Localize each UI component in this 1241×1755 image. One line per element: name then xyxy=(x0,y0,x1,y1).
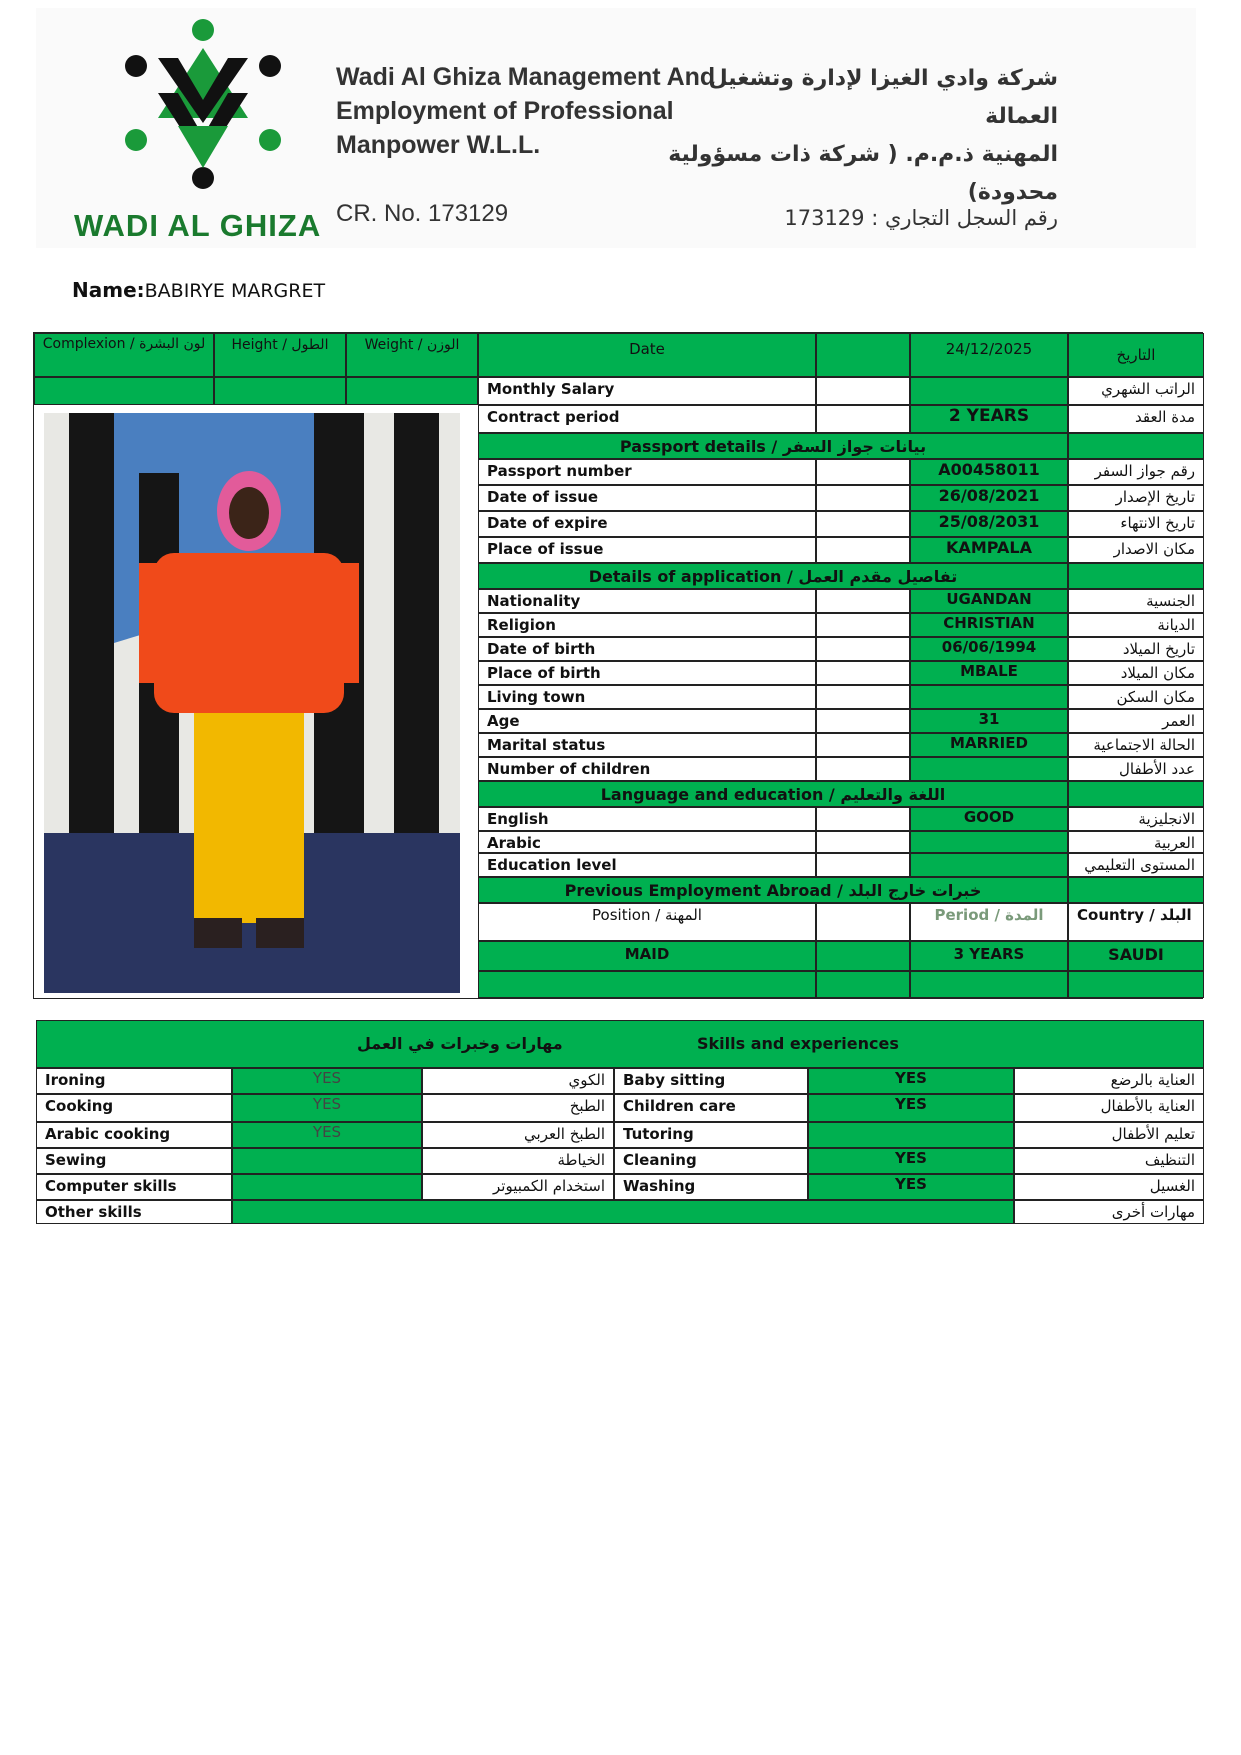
empty-cell xyxy=(910,971,1068,998)
empty-cell xyxy=(816,377,910,405)
empty-cell xyxy=(816,485,910,511)
skill-arabic-cooking-label: Arabic cooking xyxy=(36,1122,232,1148)
cv-table xyxy=(33,332,1203,999)
employment-position: MAID xyxy=(478,941,816,971)
children-ar: عدد الأطفال xyxy=(1068,757,1204,781)
nationality-ar: الجنسية xyxy=(1068,589,1204,613)
empty-cell xyxy=(816,685,910,709)
complexion-value xyxy=(34,377,214,405)
empty-cell xyxy=(816,589,910,613)
skills-title-en: Skills and experiences xyxy=(697,1034,899,1053)
complexion-header: Complexion / لون البشرة xyxy=(34,333,214,377)
skill-childcare-value: YES xyxy=(808,1094,1014,1122)
skill-babysitting-value: YES xyxy=(808,1068,1014,1094)
living-town-label: Living town xyxy=(478,685,816,709)
living-town-ar: مكان السكن xyxy=(1068,685,1204,709)
skill-sewing-ar: الخياطة xyxy=(422,1148,614,1174)
marital-status-ar: الحالة الاجتماعية xyxy=(1068,733,1204,757)
english-label: English xyxy=(478,807,816,831)
education-value xyxy=(910,853,1068,877)
marital-status-label: Marital status xyxy=(478,733,816,757)
height-value xyxy=(214,377,346,405)
skill-washing-value: YES xyxy=(808,1174,1014,1200)
living-town-value xyxy=(910,685,1068,709)
empty-cell xyxy=(816,903,910,941)
letterhead xyxy=(36,8,1196,248)
age-label: Age xyxy=(478,709,816,733)
skill-tutoring-ar: تعليم الأطفال xyxy=(1014,1122,1204,1148)
empty-cell xyxy=(816,459,910,485)
education-label: Education level xyxy=(478,853,816,877)
empty-cell xyxy=(1068,563,1204,589)
empty-cell xyxy=(1068,433,1204,459)
date-of-expire-label: Date of expire xyxy=(478,511,816,537)
other-skills-ar: مهارات أخرى xyxy=(1014,1200,1204,1224)
passport-number-value: A00458011 xyxy=(910,459,1068,485)
skill-babysitting-label: Baby sitting xyxy=(614,1068,808,1094)
monthly-salary-ar: الراتب الشهري xyxy=(1068,377,1204,405)
passport-number-label: Passport number xyxy=(478,459,816,485)
contract-period-ar: مدة العقد xyxy=(1068,405,1204,433)
skills-title-ar: مهارات وخبرات في العمل xyxy=(357,1034,563,1053)
height-header: Height / الطول xyxy=(214,333,346,377)
place-of-issue-label: Place of issue xyxy=(478,537,816,563)
skill-washing-ar: الغسيل xyxy=(1014,1174,1204,1200)
skill-cooking-value: YES xyxy=(232,1094,422,1122)
empty-cell xyxy=(478,971,816,998)
date-of-birth-ar: تاريخ الميلاد xyxy=(1068,637,1204,661)
empty-cell xyxy=(816,511,910,537)
empty-cell xyxy=(816,637,910,661)
place-of-issue-value: KAMPALA xyxy=(910,537,1068,563)
empty-cell xyxy=(816,831,910,853)
country-header: Country / البلد xyxy=(1068,903,1204,941)
skill-computer-ar: استخدام الكمبيوتر xyxy=(422,1174,614,1200)
empty-cell xyxy=(1068,781,1204,807)
education-ar: المستوى التعليمي xyxy=(1068,853,1204,877)
empty-cell xyxy=(816,709,910,733)
empty-cell xyxy=(816,613,910,637)
empty-cell xyxy=(816,333,910,377)
empty-cell xyxy=(816,733,910,757)
other-skills-value xyxy=(232,1200,1014,1224)
skill-ironing-value: YES xyxy=(232,1068,422,1094)
empty-cell xyxy=(1068,971,1204,998)
place-of-birth-ar: مكان الميلاد xyxy=(1068,661,1204,685)
position-header: Position / المهنة xyxy=(478,903,816,941)
date-of-issue-value: 26/08/2021 xyxy=(910,485,1068,511)
skill-cleaning-ar: التنظيف xyxy=(1014,1148,1204,1174)
skill-cooking-ar: الطبخ xyxy=(422,1094,614,1122)
language-section-title: Language and education / اللغة والتعليم xyxy=(478,781,1068,807)
monthly-salary-value xyxy=(910,377,1068,405)
skill-arabic-cooking-ar: الطبخ العربي xyxy=(422,1122,614,1148)
weight-header: Weight / الوزن xyxy=(346,333,478,377)
nationality-value: UGANDAN xyxy=(910,589,1068,613)
skill-ironing-ar: الكوي xyxy=(422,1068,614,1094)
skill-ironing-label: Ironing xyxy=(36,1068,232,1094)
company-name-ar: شركة وادي الغيزا لإدارة وتشغيل العمالة المهنية ذ.م.م. ( شركة ذات مسؤولية محدودة) xyxy=(668,66,1058,205)
candidate-photo-icon xyxy=(44,413,460,993)
empty-cell xyxy=(816,971,910,998)
place-of-birth-value: MBALE xyxy=(910,661,1068,685)
skills-table xyxy=(36,1020,1204,1224)
date-label: Date xyxy=(478,333,816,377)
date-of-expire-value: 25/08/2031 xyxy=(910,511,1068,537)
company-name-en: Wadi Al Ghiza Management And Employment of Professional Manpower W.L.L. xyxy=(336,63,716,159)
skill-computer-value xyxy=(232,1174,422,1200)
arabic-ar: العربية xyxy=(1068,831,1204,853)
candidate-name: Name:BABIRYE MARGRET xyxy=(72,278,326,302)
religion-label: Religion xyxy=(478,613,816,637)
cr-number-ar: رقم السجل التجاري : 173129 xyxy=(784,206,1058,230)
date-of-birth-value: 06/06/1994 xyxy=(910,637,1068,661)
skill-sewing-label: Sewing xyxy=(36,1148,232,1174)
employment-section-title: Previous Employment Abroad / خبرات خارج البلد xyxy=(478,877,1068,903)
empty-cell xyxy=(816,807,910,831)
company-logo-icon xyxy=(118,18,288,203)
place-of-birth-label: Place of birth xyxy=(478,661,816,685)
date-of-issue-label: Date of issue xyxy=(478,485,816,511)
children-label: Number of children xyxy=(478,757,816,781)
skill-tutoring-label: Tutoring xyxy=(614,1122,808,1148)
candidate-photo xyxy=(44,413,460,993)
employment-country: SAUDI xyxy=(1068,941,1204,971)
skill-washing-label: Washing xyxy=(614,1174,808,1200)
passport-section-title: Passport details / بيانات جواز السفر xyxy=(478,433,1068,459)
employment-period: 3 YEARS xyxy=(910,941,1068,971)
skill-tutoring-value xyxy=(808,1122,1014,1148)
passport-number-ar: رقم جواز السفر xyxy=(1068,459,1204,485)
skill-babysitting-ar: العناية بالرضع xyxy=(1014,1068,1204,1094)
skills-header xyxy=(36,1020,1204,1068)
application-section-title: Details of application / تفاصيل مقدم العمل xyxy=(478,563,1068,589)
date-label-ar: التاريخ xyxy=(1068,333,1204,377)
nationality-label: Nationality xyxy=(478,589,816,613)
date-of-issue-ar: تاريخ الإصدار xyxy=(1068,485,1204,511)
skill-childcare-label: Children care xyxy=(614,1094,808,1122)
marital-status-value: MARRIED xyxy=(910,733,1068,757)
skill-arabic-cooking-value: YES xyxy=(232,1122,422,1148)
empty-cell xyxy=(816,757,910,781)
empty-cell xyxy=(816,853,910,877)
religion-value: CHRISTIAN xyxy=(910,613,1068,637)
skill-sewing-value xyxy=(232,1148,422,1174)
brand-name: WADI AL GHIZA xyxy=(74,208,322,243)
skill-cleaning-label: Cleaning xyxy=(614,1148,808,1174)
cr-number-en: CR. No. 173129 xyxy=(336,200,509,227)
empty-cell xyxy=(816,537,910,563)
other-skills-label: Other skills xyxy=(36,1200,232,1224)
age-ar: العمر xyxy=(1068,709,1204,733)
arabic-label: Arabic xyxy=(478,831,816,853)
skill-cooking-label: Cooking xyxy=(36,1094,232,1122)
skill-cleaning-value: YES xyxy=(808,1148,1014,1174)
empty-cell xyxy=(816,661,910,685)
english-ar: الانجليزية xyxy=(1068,807,1204,831)
age-value: 31 xyxy=(910,709,1068,733)
weight-value xyxy=(346,377,478,405)
place-of-issue-ar: مكان الاصدار xyxy=(1068,537,1204,563)
date-of-expire-ar: تاريخ الانتهاء xyxy=(1068,511,1204,537)
date-value: 24/12/2025 xyxy=(910,333,1068,377)
arabic-value xyxy=(910,831,1068,853)
date-of-birth-label: Date of birth xyxy=(478,637,816,661)
period-header: Period / المدة xyxy=(910,903,1068,941)
children-value xyxy=(910,757,1068,781)
monthly-salary-label: Monthly Salary xyxy=(478,377,816,405)
religion-ar: الديانة xyxy=(1068,613,1204,637)
empty-cell xyxy=(1068,877,1204,903)
empty-cell xyxy=(816,405,910,433)
contract-period-label: Contract period xyxy=(478,405,816,433)
skill-childcare-ar: العناية بالأطفال xyxy=(1014,1094,1204,1122)
english-value: GOOD xyxy=(910,807,1068,831)
contract-period-value: 2 YEARS xyxy=(910,405,1068,433)
empty-cell xyxy=(816,941,910,971)
skill-computer-label: Computer skills xyxy=(36,1174,232,1200)
